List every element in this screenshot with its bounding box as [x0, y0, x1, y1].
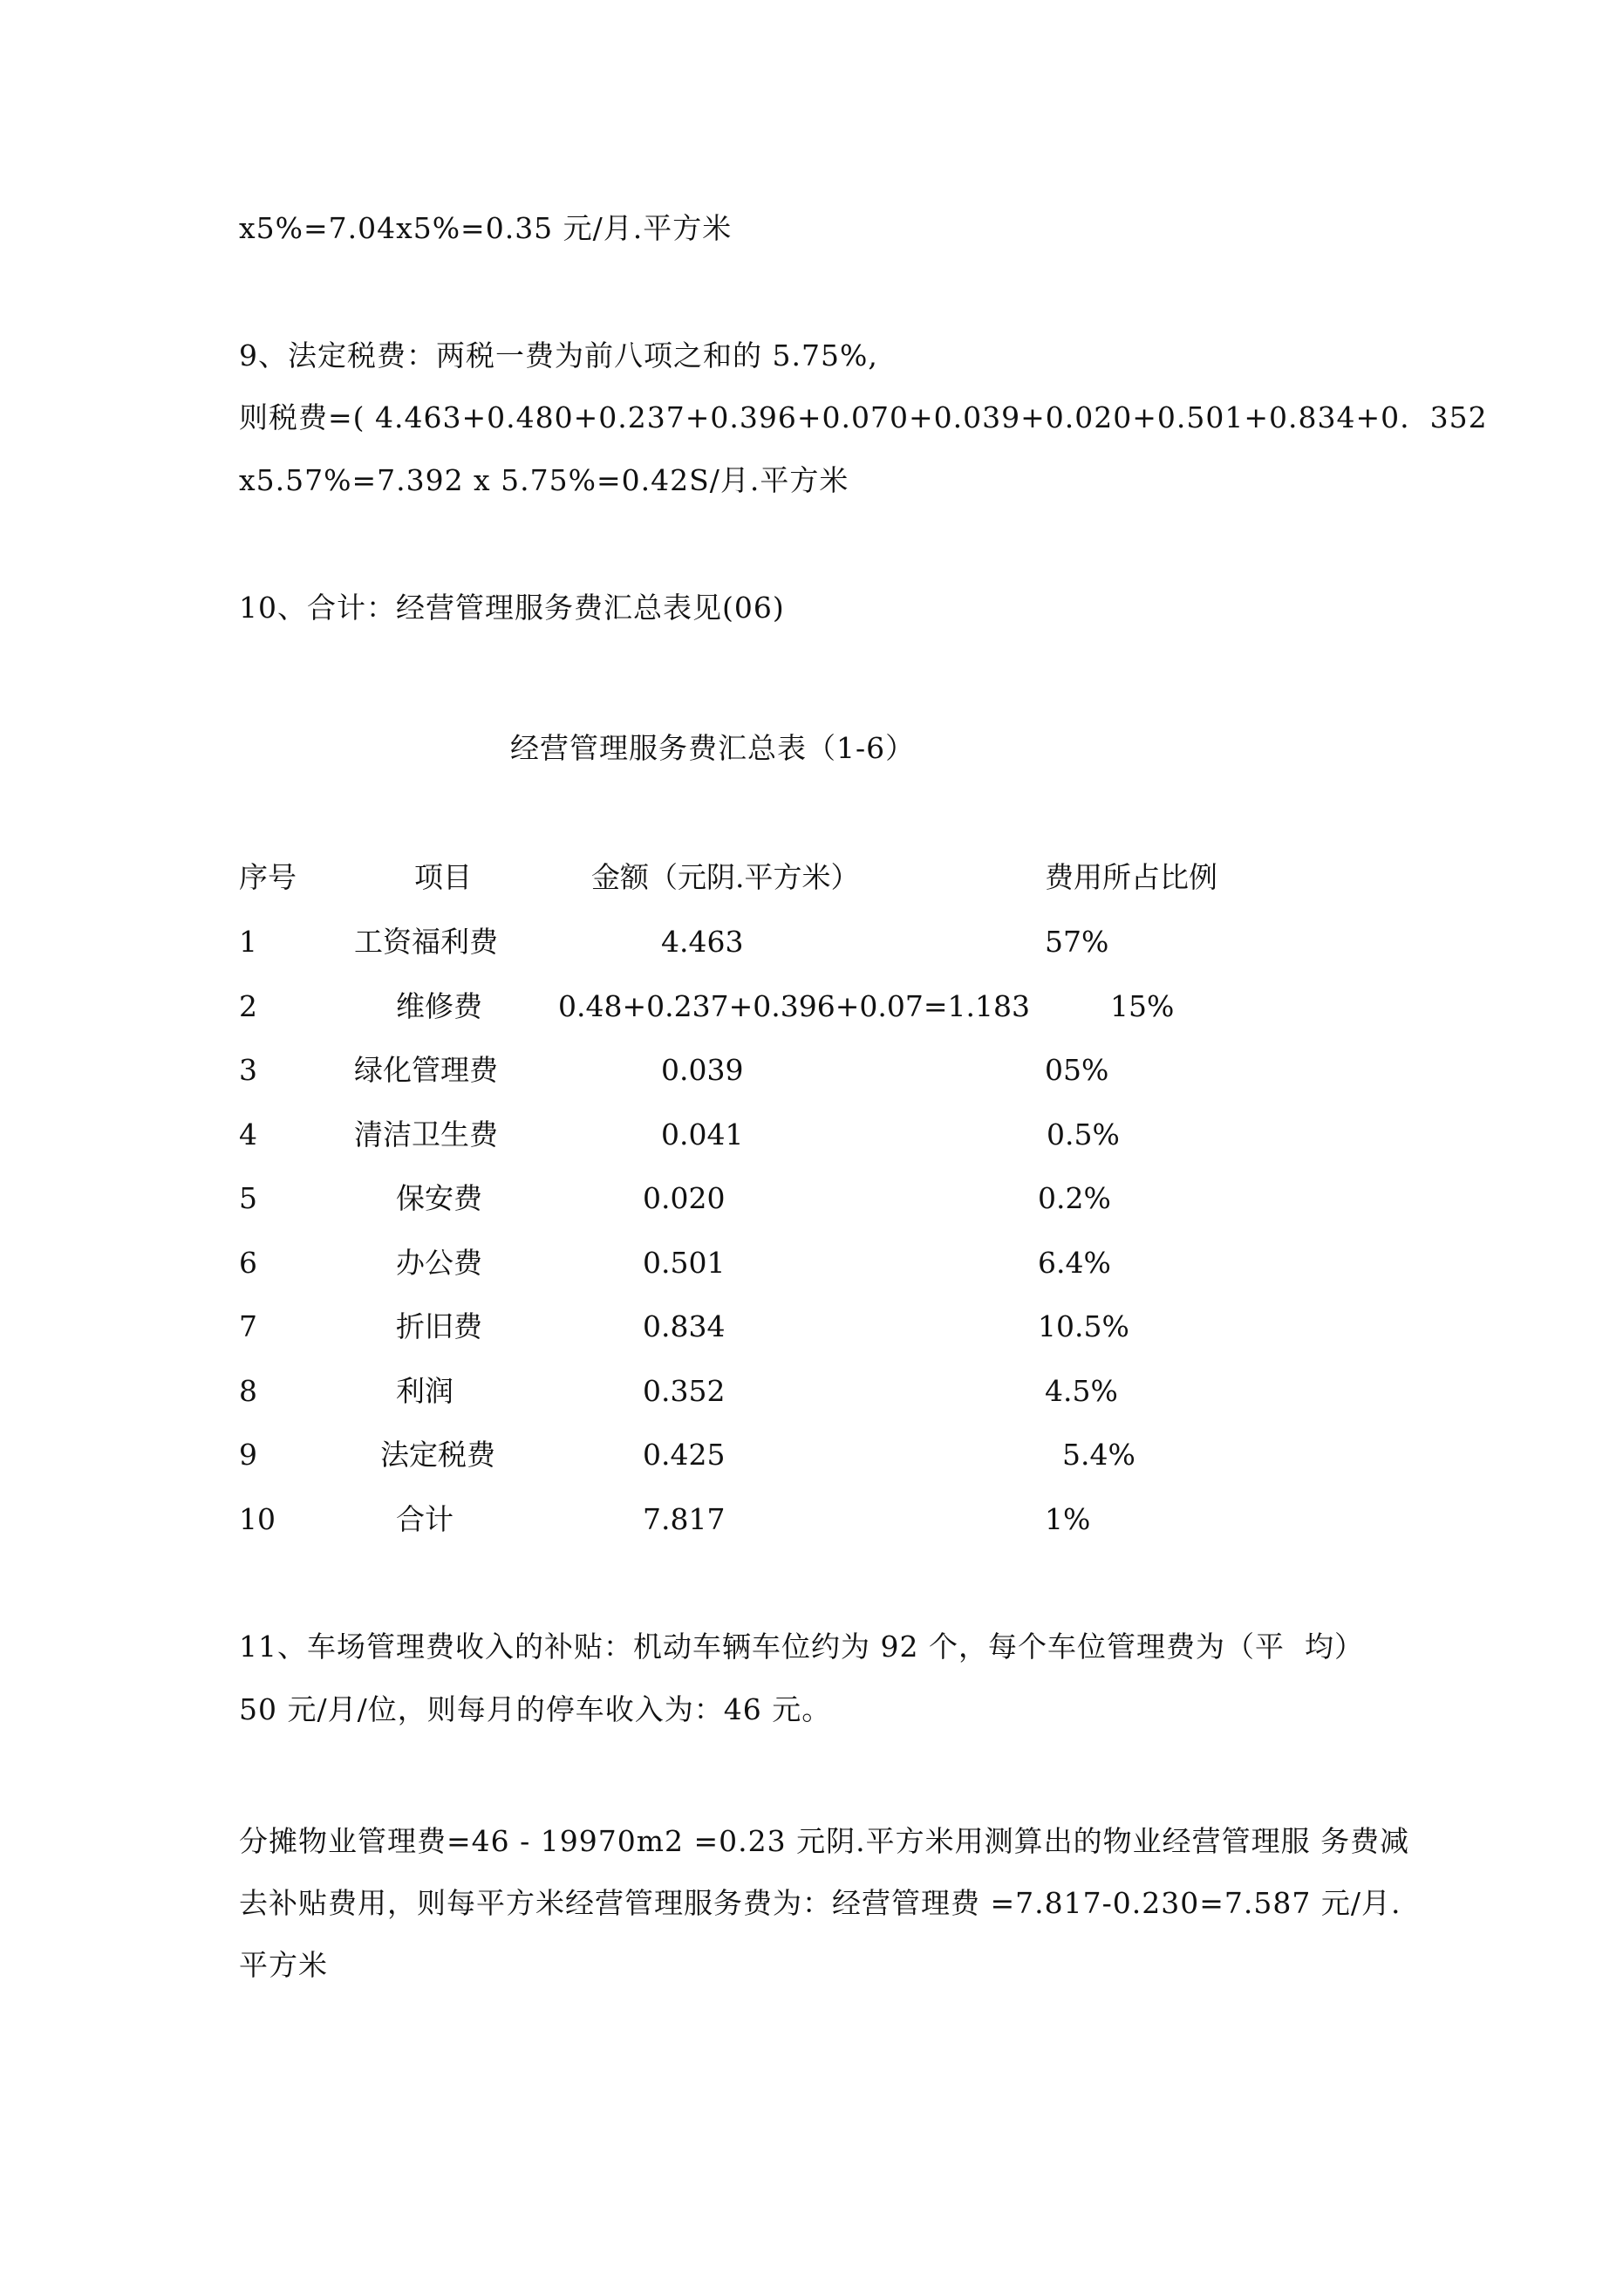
row-no: 5	[239, 1181, 257, 1215]
row-amount: 0.039	[661, 1053, 744, 1087]
row-item: 办公费	[396, 1246, 482, 1280]
header-no: 序号	[239, 860, 297, 894]
row-amount: 0.48+0.237+0.396+0.07=1.183	[558, 989, 1030, 1023]
row-no: 4	[239, 1117, 257, 1151]
table-title: 经营管理服务费汇总表（1-6）	[510, 731, 916, 765]
row-no: 1	[239, 925, 257, 959]
row-ratio: 0.5%	[1047, 1117, 1120, 1151]
row-item: 法定税费	[380, 1438, 495, 1472]
paragraph-allocation: 分摊物业管理费=46 - 19970m2 =0.23 元阴.平方米用测算出的物业经营管理服 务费减	[239, 1824, 1410, 1858]
row-amount: 0.020	[643, 1181, 726, 1215]
row-amount: 0.352	[643, 1374, 726, 1408]
row-no: 6	[239, 1246, 257, 1280]
paragraph-formula-line: x5%=7.04x5%=0.35 元/月.平方米	[239, 211, 733, 245]
row-item: 工资福利费	[354, 925, 498, 959]
row-amount: 0.041	[661, 1117, 744, 1151]
row-item: 清洁卫生费	[354, 1117, 498, 1151]
row-amount: 0.501	[643, 1246, 726, 1280]
row-ratio: 57%	[1045, 925, 1109, 959]
row-ratio: 05%	[1045, 1053, 1109, 1087]
row-item: 折旧费	[396, 1309, 482, 1343]
paragraph-parking-income: 50 元/月/位，则每月的停车收入为：46 元。	[239, 1692, 832, 1726]
row-ratio: 6.4%	[1038, 1246, 1111, 1280]
header-item: 项目	[414, 860, 472, 894]
row-amount: 4.463	[661, 925, 744, 959]
row-ratio: 15%	[1110, 989, 1175, 1023]
row-ratio: 5.4%	[1062, 1438, 1135, 1472]
row-amount: 0.834	[643, 1309, 726, 1343]
row-item: 保安费	[396, 1181, 482, 1215]
row-item: 绿化管理费	[354, 1053, 498, 1087]
row-item: 利润	[396, 1374, 453, 1408]
paragraph-parking-subsidy: 11、车场管理费收入的补贴：机动车辆车位约为 92 个，每个车位管理费为（平 均）	[239, 1630, 1364, 1664]
paragraph-allocation-cont: 去补贴费用，则每平方米经营管理服务费为：经营管理费 =7.817-0.230=7.587 元/月.	[239, 1886, 1401, 1920]
row-item: 合计	[396, 1502, 453, 1536]
row-no: 10	[239, 1502, 276, 1536]
row-no: 3	[239, 1053, 257, 1087]
row-ratio: 0.2%	[1038, 1181, 1111, 1215]
header-ratio: 费用所占比例	[1045, 860, 1217, 894]
row-ratio: 10.5%	[1038, 1309, 1129, 1343]
row-item: 维修费	[396, 989, 482, 1023]
row-no: 7	[239, 1309, 257, 1343]
paragraph-tax-formula: 则税费=( 4.463+0.480+0.237+0.396+0.070+0.039+0.020+0.501+0.834+0. 352	[239, 400, 1488, 434]
row-no: 2	[239, 989, 257, 1023]
row-ratio: 1%	[1045, 1502, 1091, 1536]
header-amount: 金额（元阴.平方米）	[591, 860, 860, 894]
row-amount: 7.817	[643, 1502, 726, 1536]
paragraph-allocation-end: 平方米	[239, 1948, 328, 1982]
paragraph-statutory-tax: 9、法定税费：两税一费为前八项之和的 5.75%,	[239, 338, 878, 372]
row-no: 9	[239, 1438, 257, 1472]
row-no: 8	[239, 1374, 257, 1408]
row-amount: 0.425	[643, 1438, 726, 1472]
paragraph-total: 10、合计：经营管理服务费汇总表见(06)	[239, 591, 785, 625]
row-ratio: 4.5%	[1045, 1374, 1118, 1408]
paragraph-tax-result: x5.57%=7.392 x 5.75%=0.42S/月.平方米	[239, 463, 849, 497]
